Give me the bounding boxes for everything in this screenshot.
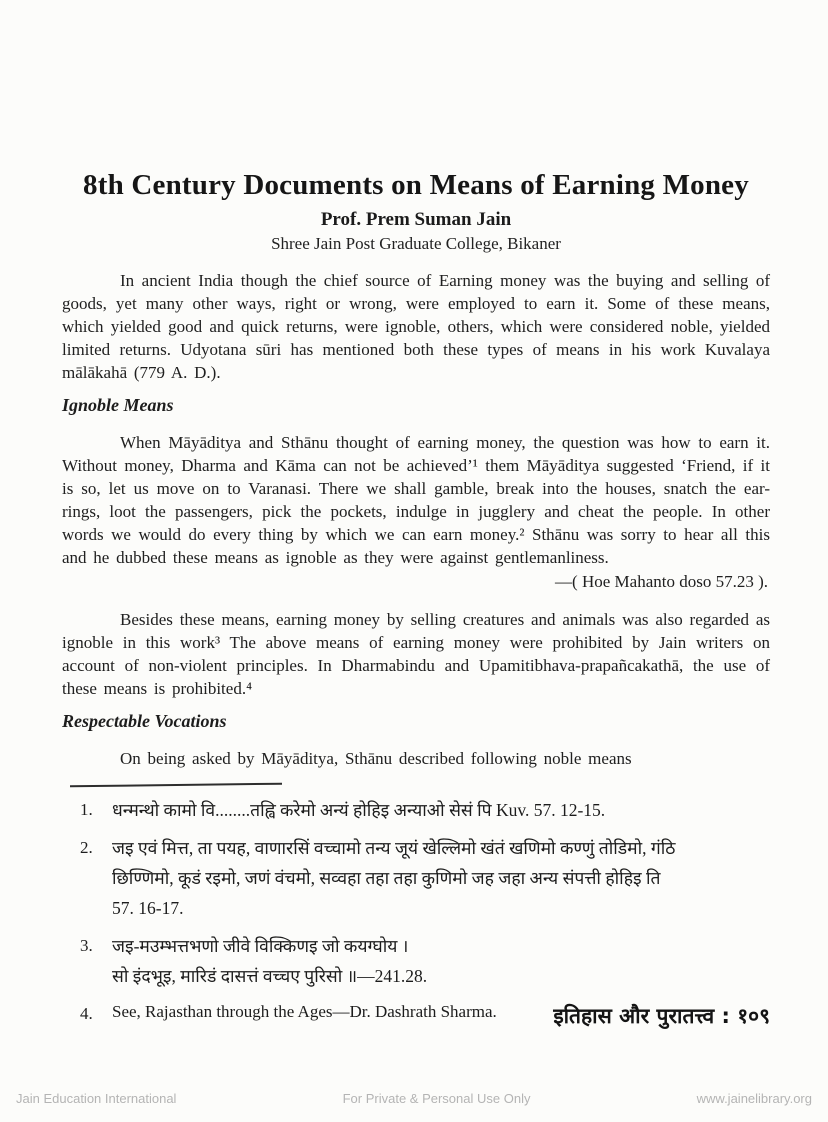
footnote-number: 3. xyxy=(80,936,93,955)
footnote-text-line: सो इंदभूइ, मारिडं दासत्तं वच्चए पुरिसो ॥—241.28. xyxy=(112,966,428,986)
footer-left: Jain Education International xyxy=(16,1091,177,1106)
article-author: Prof. Prem Suman Jain xyxy=(320,209,512,230)
footnote-number: 2. xyxy=(80,838,93,857)
footer-center: For Private & Personal Use Only xyxy=(342,1091,531,1106)
footnote-separator xyxy=(70,783,282,788)
footnote-text-line: जइ-मउम्भत्तभणो जीवे विक्किणइ जो कयग्घोय । xyxy=(112,936,409,956)
section-heading-respectable-vocations: Respectable Vocations xyxy=(62,711,227,731)
footnotes-block xyxy=(62,795,770,1029)
footnote-text xyxy=(112,931,770,991)
paragraph-ignoble-means: When Māyāditya and Sthānu thought of earning money, the question was how to earn it. Without money, Dharma and Kāma can not be achieved’¹ them Māyāditya suggested ‘Friend, if it is so, let us move on to Varanasi. There we shall gamble, break into the houses, snatch the ear-rings, loot the passengers, pick the pockets, indulge in jugglery and cheat the people. In other words we would do every thing by which we can earn money.² Sthānu was sorry to hear all this and he dubbed these means as ignoble as they were against gentlemanliness. xyxy=(62,433,770,567)
footnote-text-line: 57. 16-17. xyxy=(112,898,184,918)
footnote-text-line: जइ एवं मित्त, ता पयह, वाणारसिं वच्चामो तन्य जूयं खेल्लिमो खंतं खणिमो कण्णुं तोडिमो, गंठि xyxy=(112,838,676,858)
footnote-text-line: छिण्णिमो, कूडं रइमो, जणं वंचमो, सव्वहा तहा तहा कुणिमो जह जहा अन्य संपत्ती होहिइ ति xyxy=(112,868,661,888)
footnote-text xyxy=(112,833,770,923)
footnote-item xyxy=(80,931,770,991)
footnote-text-line: धन्मन्थो कामो वि........तह्वि करेमो अन्यं होहिइ अन्याओ सेसं पि Kuv. 57. 12-15. xyxy=(112,800,606,820)
footnote-item xyxy=(80,795,770,825)
footnote-number: 4. xyxy=(80,1004,93,1023)
article-content xyxy=(62,168,770,1037)
paragraph-besides-means: Besides these means, earning money by selling creatures and animals was also regarded as ignoble in this work³ The above means of earning money were prohibited by Jain writers on account of non-violent principles. In Dharmabindu and Upamitibhava-prapañcakathā, the use of these means is prohibited.⁴ xyxy=(62,610,770,698)
article-affiliation: Shree Jain Post Graduate College, Bikaner xyxy=(271,234,561,253)
citation-line: —( Hoe Mahanto doso 57.23 ). xyxy=(555,572,768,591)
footer-right: www.jainelibrary.org xyxy=(696,1091,812,1106)
article-title: 8th Century Documents on Means of Earning Money xyxy=(83,169,749,201)
footnote-number: 1. xyxy=(80,800,93,819)
section-heading-ignoble-means: Ignoble Means xyxy=(62,395,174,415)
footnote-text-line: See, Rajasthan through the Ages—Dr. Dashrath Sharma. xyxy=(112,1002,497,1021)
footnote-text xyxy=(112,795,770,825)
page-footer xyxy=(0,1091,828,1106)
paragraph-respectable-vocations: On being asked by Māyāditya, Sthānu described following noble means xyxy=(120,749,632,768)
footnote-item xyxy=(80,833,770,923)
paragraph-intro: In ancient India though the chief source of Earning money was the buying and selling of goods, yet many other ways, right or wrong, were employed to earn it. Some of these means, which yielded good and quick returns, were ignoble, others, which were considered noble, yielded limited returns. Udyotana sūri has mentioned both these types of means in his work Kuvalaya mālākahā (779 A. D.). xyxy=(62,271,770,382)
journal-page-marker: इतिहास और पुरातत्त्व : १०९ xyxy=(553,1004,770,1028)
